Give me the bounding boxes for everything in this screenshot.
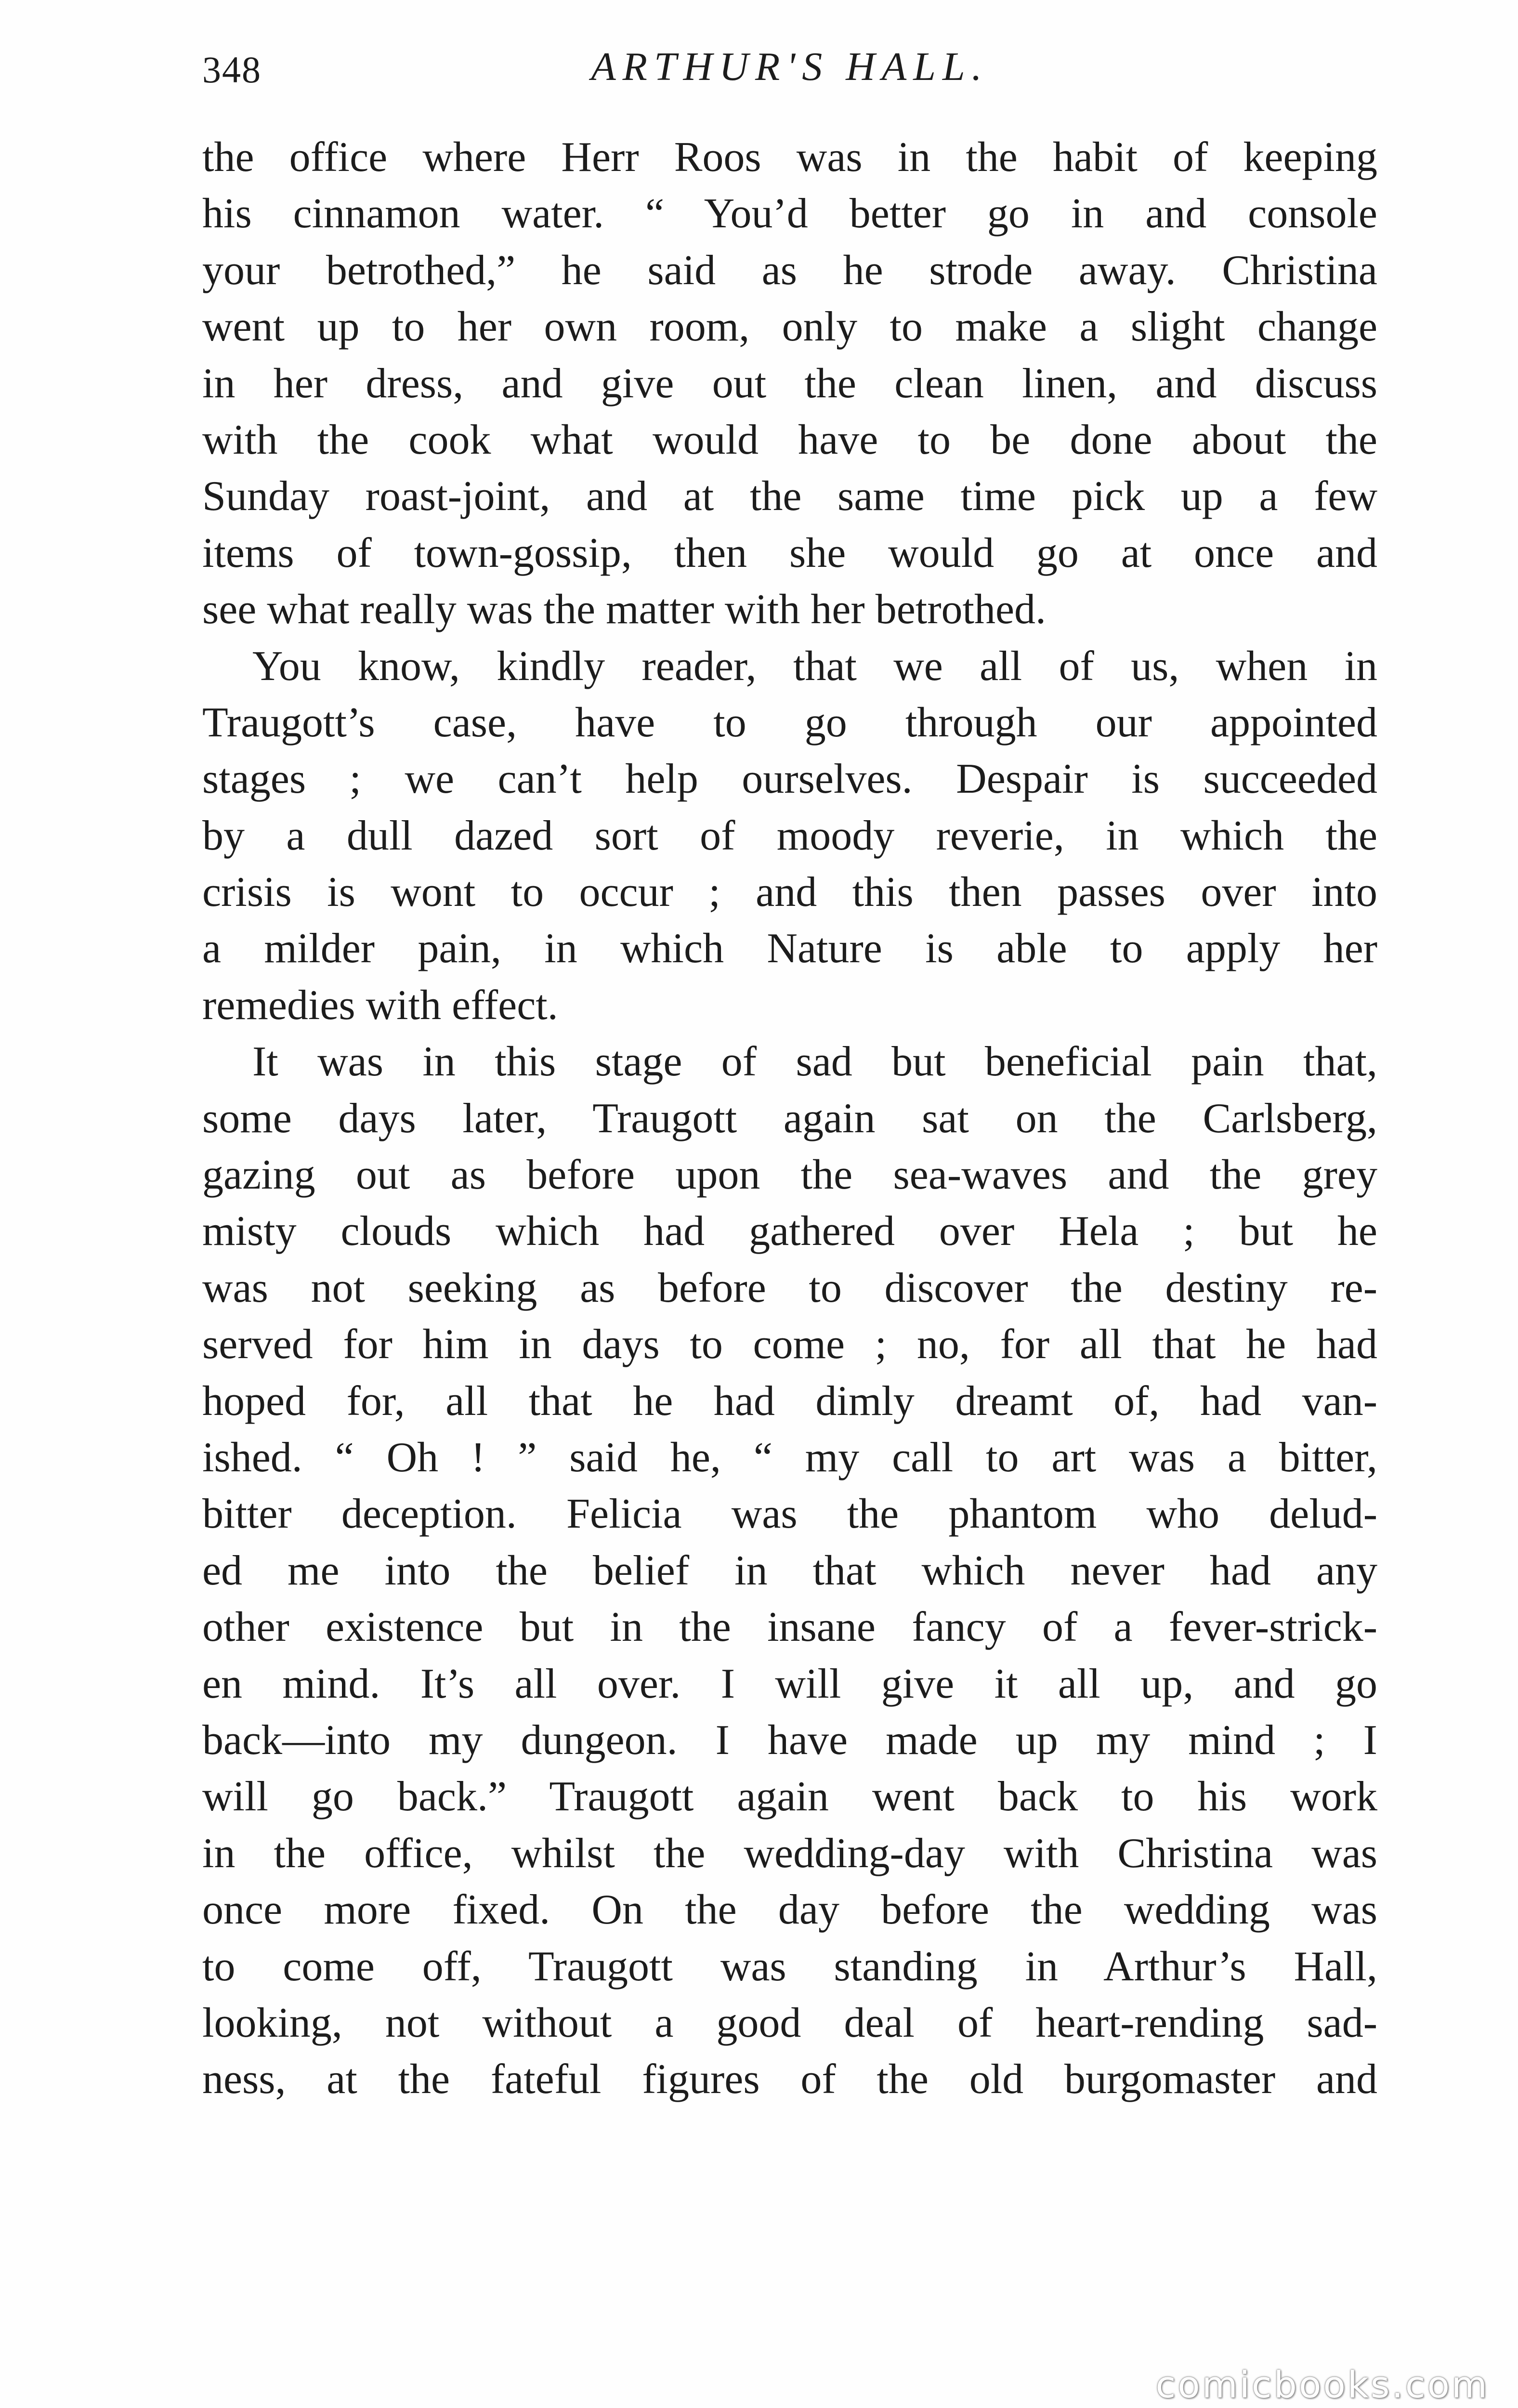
text-line: was not seeking as before to discover the destiny re- (202, 1264, 1377, 1311)
text-line: looking, not without a good deal of heart-rending sad- (202, 1999, 1377, 2046)
text-line: misty clouds which had gathered over Hela ; but he (202, 1208, 1377, 1255)
text-line: You know, kindly reader, that we all of us, when in (252, 642, 1377, 690)
text-line: ed me into the belief in that which never had any (202, 1547, 1377, 1594)
text-line: hoped for, all that he had dimly dreamt of, had van- (202, 1377, 1377, 1425)
running-title: ARTHUR'S HALL. (591, 44, 989, 89)
watermark: comicbooks.com (1155, 2363, 1489, 2406)
text-line: in her dress, and give out the clean linen, and discuss (202, 360, 1377, 407)
text-line: in the office, whilst the wedding-day with Christina was (202, 1830, 1377, 1877)
text-line: stages ; we can’t help ourselves. Despair is succeeded (202, 756, 1377, 803)
text-line: with the cook what would have to be done about the (202, 416, 1377, 463)
text-line: gazing out as before upon the sea-waves and the grey (202, 1152, 1377, 1199)
text-line: by a dull dazed sort of moody reverie, in which the (202, 812, 1377, 859)
text-line: some days later, Traugott again sat on the Carlsberg, (202, 1095, 1377, 1142)
text-line: back—into my dungeon. I have made up my mind ; I (202, 1716, 1377, 1764)
text-line: a milder pain, in which Nature is able to apply her (202, 925, 1377, 972)
text-line: will go back.” Traugott again went back to his work (202, 1773, 1377, 1820)
text-line: your betrothed,” he said as he strode away. Christina (202, 247, 1377, 294)
text-line: his cinnamon water. “ You’d better go in and console (202, 190, 1377, 237)
text-line: once more fixed. On the day before the wedding was (202, 1886, 1377, 1934)
text-line: items of town-gossip, then she would go at once and (202, 529, 1377, 576)
running-head (202, 39, 1377, 106)
page-number: 348 (202, 49, 262, 91)
text-line: ished. “ Oh ! ” said he, “ my call to art was a bitter, (202, 1434, 1377, 1481)
text-line: Sunday roast-joint, and at the same time pick up a few (202, 473, 1377, 520)
text-line: ness, at the fateful figures of the old burgomaster and (202, 2056, 1377, 2103)
text-line: went up to her own room, only to make a slight change (202, 303, 1377, 351)
text-line: It was in this stage of sad but beneficial pain that, (252, 1038, 1377, 1086)
text-line: remedies with effect. (202, 982, 558, 1029)
text-line: served for him in days to come ; no, for all that he had (202, 1321, 1377, 1368)
text-line: see what really was the matter with her betrothed. (202, 586, 1047, 633)
text-line: Traugott’s case, have to go through our appointed (202, 699, 1377, 746)
text-line: crisis is wont to occur ; and this then passes over into (202, 869, 1377, 916)
text-line: en mind. It’s all over. I will give it all up, and go (202, 1660, 1377, 1707)
text-line: the office where Herr Roos was in the habit of keeping (202, 134, 1377, 181)
text-line: to come off, Traugott was standing in Arthur’s Hall, (202, 1943, 1377, 1990)
body-text (202, 129, 1377, 2108)
text-line: bitter deception. Felicia was the phantom who delud- (202, 1491, 1377, 1538)
text-line: other existence but in the insane fancy of a fever-strick- (202, 1604, 1377, 1651)
